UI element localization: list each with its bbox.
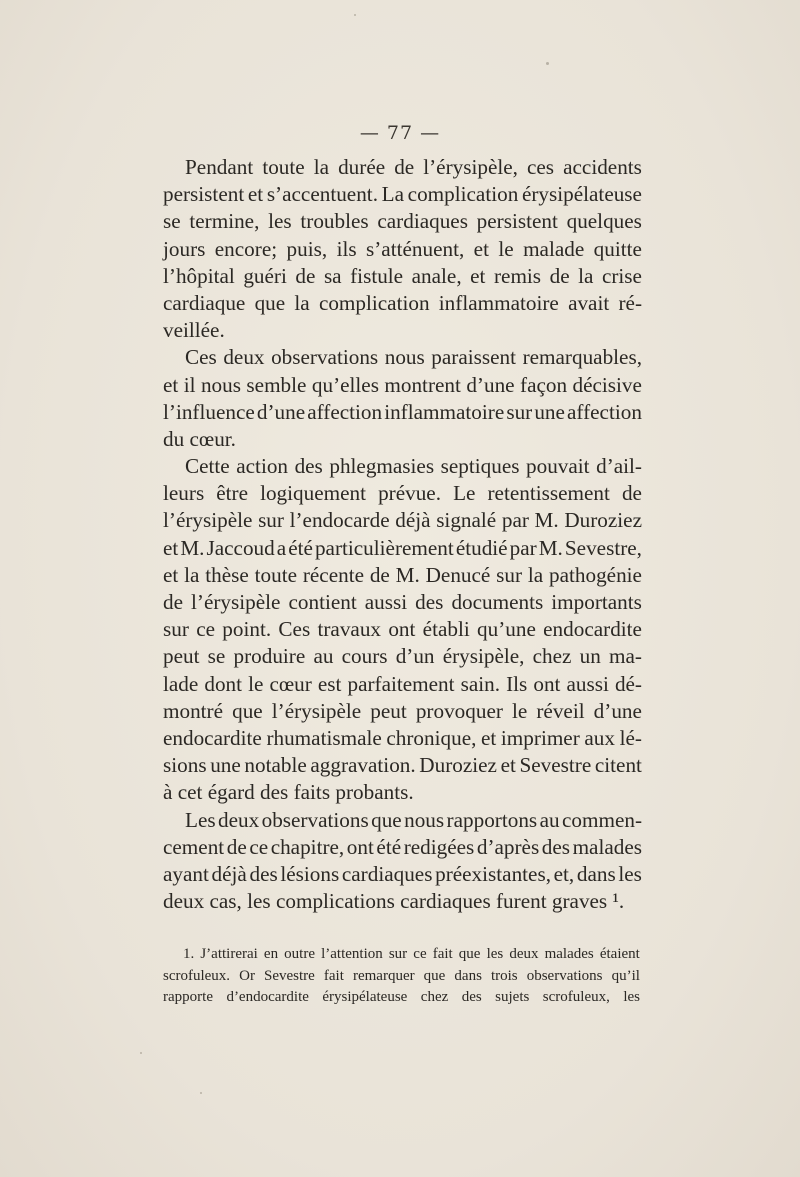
text-line [163,643,642,670]
text-line [163,208,642,235]
paragraph-1 [163,154,642,344]
justified-text: Pendant toute la durée de l’érysipèle, ces accidents [185,155,642,179]
text-line: veillée. [163,318,225,343]
text-line [163,616,642,643]
paragraph-3 [163,453,642,806]
text-line [163,154,642,181]
justified-text: l’influence d’une affection inflammatoire sur une affection [163,399,642,424]
footnote-line [163,987,640,1009]
justified-text: endocardite rhumatismale chronique, et imprimer aux lé- [163,725,642,750]
text-line [163,372,642,399]
text-line [163,399,642,426]
justified-text: et la thèse toute récente de M. Denucé sur la pathogénie [163,562,642,587]
paper-speck [200,1092,202,1094]
paragraph-2 [163,344,642,453]
text-line [163,562,642,589]
text-line: deux cas, les complications cardiaques furent graves ¹. [163,889,625,914]
justified-text: cement de ce chapitre, ont été redigées d’après des malades [163,834,642,859]
text-line [163,725,642,752]
justified-text: de l’érysipèle contient aussi des documents importants [163,590,642,614]
page-number: — 77 — [359,122,441,144]
justified-text: cardiaque que la complication inflammatoire avait ré- [163,290,642,315]
footnote-line [163,966,640,988]
text-line [163,589,642,616]
footnote-line [163,944,640,966]
text-line [163,834,642,861]
footnote [163,944,640,1009]
text-line [163,344,642,371]
text-line [163,236,642,263]
text-line [163,181,642,208]
body-text [163,154,642,915]
justified-text: scrofuleux. Or Sevestre fait remarquer que dans trois observations qu’il [163,967,640,984]
text-line [163,671,642,698]
justified-text: sions une notable aggravation. Duroziez et Sevestre citent [163,753,642,778]
justified-text: ayant déjà des lésions cardiaques préexistantes, et, dans les [163,861,642,886]
paper-speck [546,62,549,65]
justified-text: leurs être logiquement prévue. Le retentissement de [163,481,642,506]
justified-text: se termine, les troubles cardiaques persistent quelques [163,209,642,234]
text-line [163,535,642,562]
justified-text: Ces deux observations nous paraissent remarquables, [185,345,642,370]
text-line [163,480,642,507]
justified-text: jours encore; puis, ils s’atténuent, et le malade quitte [163,236,642,261]
justified-text: persistent et s’accentuent. La complication érysipélateuse [163,182,642,207]
text-line [163,290,642,317]
justified-text: l’érysipèle sur l’endocarde déjà signalé par M. Duroziez [163,508,642,533]
justified-text: lade dont le cœur est parfaitement sain. Ils ont aussi dé- [163,671,642,696]
justified-text: sur ce point. Ces travaux ont établi qu’une endocardite [163,617,642,642]
justified-text: Les deux observations que nous rapportons au commen- [185,807,642,832]
justified-text: et il nous semble qu’elles montrent d’une façon décisive [163,372,642,397]
justified-text: montré que l’érysipèle peut provoquer le réveil d’une [163,698,642,723]
text-line: du cœur. [163,426,236,451]
text-line [163,263,642,290]
justified-text: Cette action des phlegmasies septiques pouvait d’ail- [185,454,642,479]
text-line: à cet égard des faits probants. [163,780,414,805]
justified-text: et M. Jaccoud a été particulièrement étudié par M. Sevestre, [163,535,642,560]
text-line [163,861,642,888]
text-line [163,453,642,480]
justified-text: rapporte d’endocardite érysipélateuse chez des sujets scrofuleux, les [163,989,640,1006]
text-line [163,698,642,725]
justified-text: l’hôpital guéri de sa fistule anale, et remis de la crise [163,263,642,288]
paper-speck [354,14,356,16]
text-line [163,507,642,534]
justified-text: 1. J’attirerai en outre l’attention sur ce fait que les deux malades étaient [183,946,640,962]
justified-text: peut se produire au cours d’un érysipèle, chez un ma- [163,644,642,669]
paper-speck [140,1052,142,1054]
text-line [163,807,642,834]
text-line [163,752,642,779]
paragraph-4 [163,807,642,916]
